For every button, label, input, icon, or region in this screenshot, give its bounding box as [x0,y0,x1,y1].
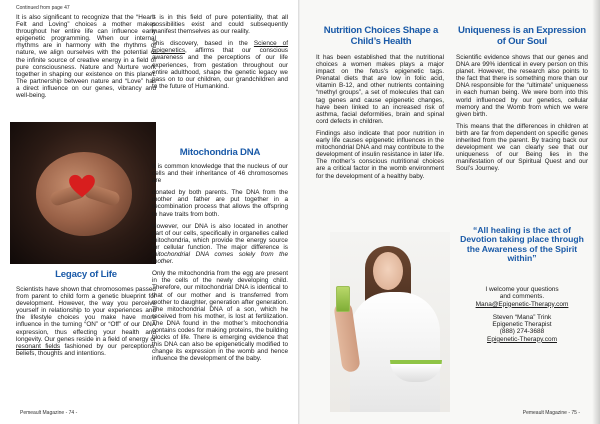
author-phone: (888) 274-3688 [499,328,545,336]
smiling-woman-photo [330,232,450,412]
legacy-body [16,286,156,362]
uniqueness-heading: Uniqueness is an Expression of Our Soul [458,25,586,47]
right-page-footer: Pemeault Magazine - 75 - [522,410,580,416]
nutrition-paragraph-2: Findings also indicate that poor nutrition in early life causes epigenetic influences in the mitochondrial DNA and may contribute to the development of insulin resistance in later life. The mother’s conscious nutritional choices are a critical factor in the womb environment for the development of a healthy baby. [316,129,444,180]
science-of-epigenetics-link[interactable]: Science of Epigenetics [152,40,289,55]
legacy-heading: Legacy of Life [55,269,117,280]
uniqueness-paragraph-2: This means that the differences in children at birth are far from dependent on specific genes inherited from the parent. By tracing back our development we can clearly see that our uniqueness of our Being lies in the manifestation of our Spiritual Quest and our Soul’s Journey. [456,122,588,173]
potentiality-paragraph: It is in this field of pure potentiality, that all possibilities exist and could subsequently manifest themselves as our reality. [152,14,288,36]
mitochondria-heading: Mitochondria DNA [179,147,261,158]
woman-face [373,252,403,290]
heart-icon [68,174,96,198]
mito-paragraph-1: It is common knowledge that the nucleus of our cells and their inheritance of 46 chromosomes are [152,163,288,185]
mito-p3-emphasis: mitochondrial DNA comes solely from the mother. [152,251,288,266]
mito-p3-before: However, our DNA is also located in another part of our cells, specifically in organelles called mitochondria, which provide the energy source for cellular function. The major difference is [152,222,288,251]
author-name: Steven “Mana” Trink [492,313,552,321]
nutrition-body [316,54,444,185]
left-col2-top [152,14,288,95]
pregnant-belly-heart-photo [10,122,156,264]
left-col1-top [16,14,156,104]
uniqueness-paragraph-1: Scientific evidence shows that our genes and DNA are 99% identical in every person on this planet. However, the research also points to the fact that there is something more than our DNA responsible for the “ultimate” uniqueness in each human being. We were born into this world influenced by our genetics, cellular memory and the Womb from which we were given birth. [456,54,588,118]
discovery-paragraph [152,40,288,90]
mito-paragraph-3 [152,223,288,266]
mito-paragraph-2: donated by both parents. The DNA from the mother and father are put together in a recombination process that allows the offspring to have traits from both. [152,189,288,218]
legacy-paragraph [16,286,156,357]
healing-quote: “All healing is the act of Devotion taking place through the Awareness of the Spirit within” [460,225,584,264]
legacy-text-before: Scientists have shown that chromosomes passed from parent to child form a genetic blueprint for development. However, the way you perceive yourself in relationship to your experiences and the lifestyle choices you make have more influence in the turning “ON” or “Off” of our DNA expression, thus effecting your health and longevity. Our genes reside in a field of energy or [16,286,156,343]
nutrition-paragraph-1: It has been established that the nutritional choices a women makes plays a major impact on the fetus’s epigenetic tags. Prenatal diets that are low in folic acid, vitamin B-12, and other nutrients containing “methyl groups”, a set of molecules that can tag genes and cause epigenetic changes, have been linked to an increased risk of asthma, facial deformities, brain and spinal cord defects in children. [316,54,444,125]
discovery-before: This discovery, based in the [152,40,254,48]
heart-svg [68,174,96,198]
mito-paragraph-4: Only the mitochondria from the egg are present in the cells of the newly developing child. Therefore, our mitochondrial DNA is identical to that of our mother and is transferred from mother to daughter, generation after generation. The mitochondrial DNA of a son, which he received from his mother, is lost at fertilization. The DNA found in the mother’s mitochondria contains codes for making proteins, the building blocks of life. There is emerging evidence that this DNA can also be epigenetically modified to change its expression in the womb and hence influence the development of the baby. [152,270,288,363]
resonant-fields-link[interactable]: resonant fields [16,342,61,350]
invite-line-1: I welcome your questions [485,286,559,293]
invite-line-2: and comments. [499,293,545,301]
juice-glass-icon [336,286,350,312]
continued-label: Continued from page 47 [16,5,70,11]
intro-paragraph: It is also significant to recognize that the “Heart-Felt and Loving” choices a mother makes throughout her entire life can influence early epigenetic programming. When our internal rhythms are in harmony with the rhythms of nature, we align ourselves with the potential of the infinite source of creative energy in a field of pure consciousness. Nature and Nurture work together in shaping our existence on this planet. The partnership between nature and “Love” has a direct influence on our genes, vibrancy and well-being. [16,14,156,100]
woman-shirt [350,292,440,412]
signature-block [458,286,586,343]
website-link[interactable]: Epigenetic-Therapy.com [487,335,557,343]
author-role: Epigenetic Therapist [492,321,552,329]
page-edge-shadow [592,0,600,424]
nutrition-heading: Nutrition Choices Shape a Child’s Health [323,25,439,47]
left-page-footer: Pemeault Magazine - 74 - [20,410,78,416]
uniqueness-body [456,54,588,178]
legacy-text-after: fashioned by our perceptions, beliefs, thoughts and intentions. [16,342,156,357]
email-link[interactable]: Mana@Epigenetic-Therapy.com [475,300,569,308]
discovery-after: , affirms that our conscious awareness and the perceptions of our life experiences, from gestation throughout our entire adulthood, shape the genetic legacy we pass on to our children, our grandchildren and to the future of Humankind. [152,47,288,90]
mitochondria-body [152,163,288,367]
